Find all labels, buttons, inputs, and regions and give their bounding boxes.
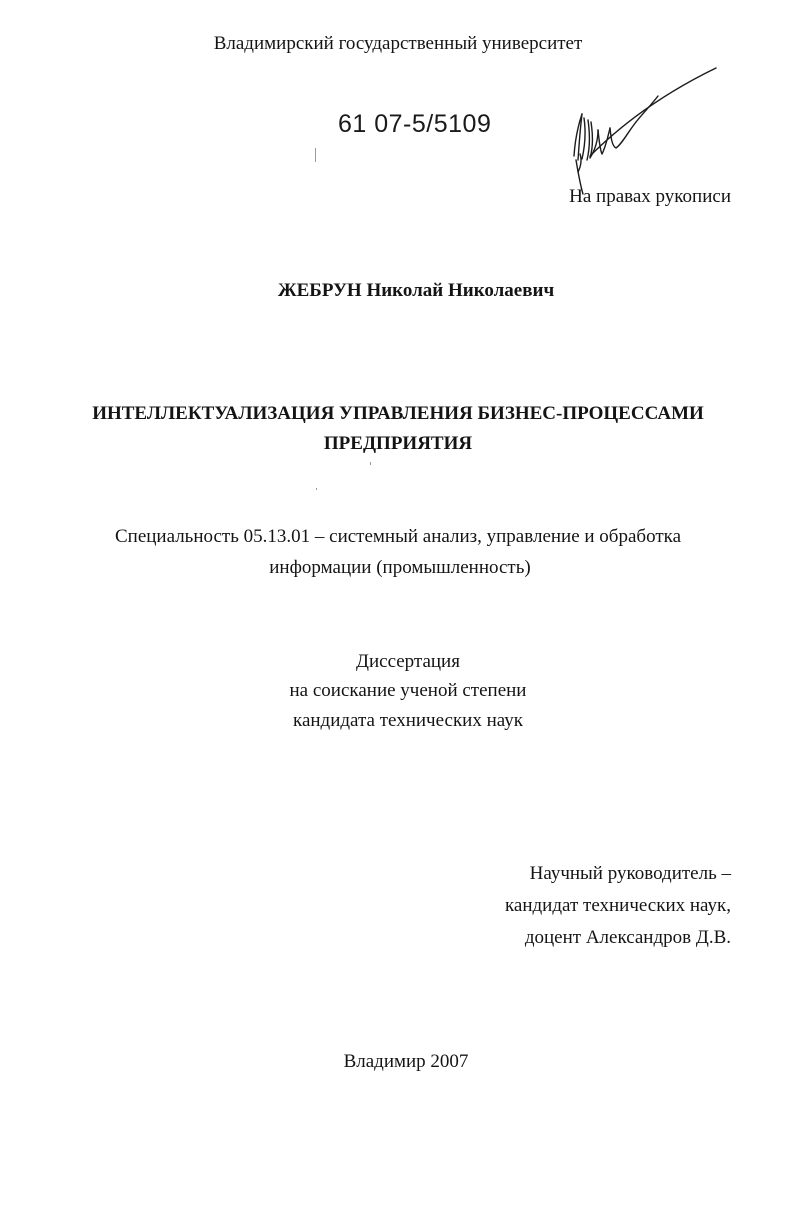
supervisor-line-1: Научный руководитель – (529, 863, 731, 884)
university-name: Владимирский государственный университет (213, 33, 583, 54)
dissertation-title-line-2: ПРЕДПРИЯТИЯ (323, 433, 473, 454)
scan-speck (316, 488, 317, 490)
author-name: ЖЕБРУН Николай Николаевич (277, 280, 555, 301)
degree-line-1: Диссертация (356, 651, 460, 672)
degree-line-2: на соискание ученой степени (289, 680, 527, 701)
specialty-line-2: информации (промышленность) (269, 557, 531, 578)
city-year: Владимир 2007 (343, 1051, 469, 1072)
supervisor-line-3: доцент Александров Д.В. (524, 927, 731, 948)
degree-line-3: кандидата технических наук (293, 710, 523, 731)
scan-speck (315, 148, 316, 162)
supervisor-line-2: кандидат технических наук, (504, 895, 731, 916)
scan-speck (370, 462, 371, 465)
manuscript-rights: На правах рукописи (569, 186, 731, 207)
dissertation-title-line-1: ИНТЕЛЛЕКТУАЛИЗАЦИЯ УПРАВЛЕНИЯ БИЗНЕС-ПРОЦЕССАМИ (92, 403, 704, 424)
specialty-line-1: Специальность 05.13.01 – системный анализ, управление и обработка (114, 526, 682, 547)
catalog-number: 61 07-5/5109 (338, 110, 492, 138)
